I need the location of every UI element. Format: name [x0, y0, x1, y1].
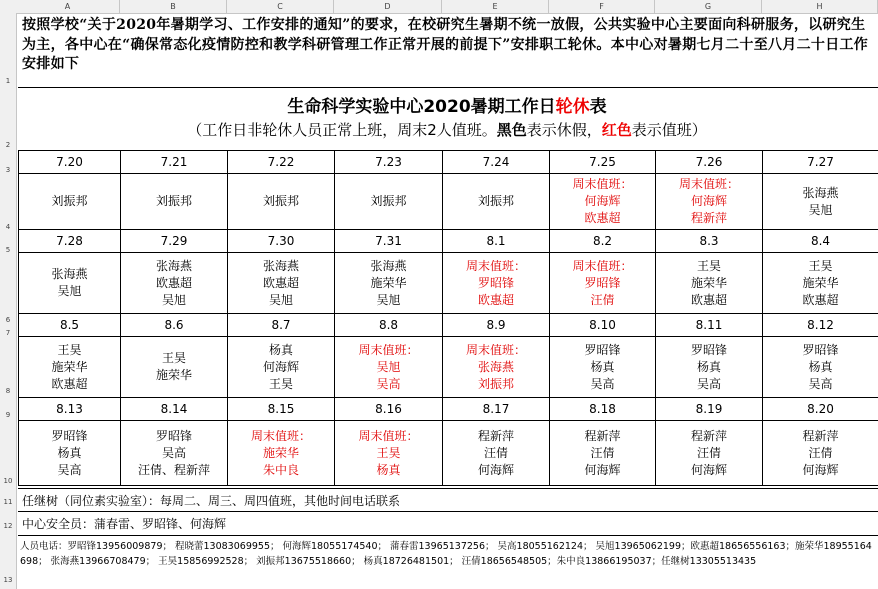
date-cell[interactable]: 8.9	[443, 314, 550, 337]
row-header-2[interactable]: 2	[5, 141, 11, 149]
date-cell[interactable]: 8.7	[228, 314, 335, 337]
staff-cell[interactable]	[121, 174, 228, 230]
row-header-13[interactable]: 13	[3, 576, 13, 584]
row-header-1[interactable]: 1	[5, 77, 11, 85]
staff-name: 刘振邦	[370, 194, 407, 208]
staff-name: 何海辉	[584, 462, 621, 477]
staff-name: 汪倩	[808, 445, 833, 460]
staff-name: 周末值班：	[678, 177, 739, 191]
date-cell[interactable]: 7.28	[19, 230, 121, 253]
staff-name: 汪倩	[483, 445, 508, 460]
staff-name: 施荣华	[262, 445, 299, 460]
column-header-f[interactable]: F	[549, 0, 655, 13]
date-cell[interactable]: 7.23	[335, 151, 443, 174]
date-cell[interactable]: 7.25	[550, 151, 656, 174]
column-header-d[interactable]: D	[334, 0, 442, 13]
intro-text: 按照学校“关于2020年暑期学习、工作安排的通知”的要求，在校研究生暑期不统一放假，公共实验中心主要面向科研服务，以研究生为主，各中心在“确保常态化疫情防控和教学科研管理工作正常开展的前提下”安排职工轮休。本中心对暑期七月二十至八月二十日工作安排如下	[22, 17, 869, 72]
staff-name: 程新萍	[690, 211, 727, 225]
staff-name: 施荣华	[802, 275, 839, 290]
staff-name: 杨真	[590, 359, 615, 374]
date-cell[interactable]: 7.22	[228, 151, 335, 174]
date-cell[interactable]: 8.20	[763, 398, 878, 421]
row-header-11[interactable]: 11	[3, 498, 13, 506]
staff-name: 周末值班：	[358, 342, 419, 357]
staff-cell[interactable]	[550, 337, 656, 398]
staff-cell[interactable]	[121, 253, 228, 314]
staff-name: 汪倩	[696, 445, 721, 460]
column-header-a[interactable]: A	[16, 0, 120, 13]
row-header-8[interactable]: 8	[5, 387, 11, 395]
staff-name: 施荣华	[370, 275, 407, 290]
weekend-duty-cell[interactable]	[550, 174, 656, 230]
staff-name: 汪倩、程新萍	[137, 462, 210, 477]
staff-cell[interactable]	[19, 337, 121, 398]
staff-name: 吴高	[696, 376, 721, 391]
staff-name: 程新萍	[477, 428, 514, 443]
staff-name: 王昊	[268, 376, 293, 391]
staff-name: 罗昭锋	[477, 275, 514, 290]
staff-name: 刘振邦	[155, 194, 192, 208]
date-cell[interactable]: 7.31	[335, 230, 443, 253]
staff-name: 欧惠超	[51, 376, 88, 391]
staff-cell[interactable]	[335, 174, 443, 230]
staff-name: 周末值班：	[358, 428, 419, 443]
date-cell[interactable]: 8.17	[443, 398, 550, 421]
staff-name: 周末值班：	[465, 258, 526, 273]
staff-name: 罗昭锋	[155, 428, 192, 443]
date-cell[interactable]: 8.4	[763, 230, 878, 253]
staff-cell[interactable]	[19, 253, 121, 314]
staff-name: 刘振邦	[51, 194, 88, 208]
date-cell[interactable]: 8.13	[19, 398, 121, 421]
subtitle: （工作日非轮休人员正常上班，周末2人值班。黑色表示休假，红色表示值班）	[187, 121, 707, 139]
row-header-bar	[0, 13, 17, 589]
staff-name: 张海燕	[802, 185, 839, 200]
date-cell[interactable]: 8.12	[763, 314, 878, 337]
staff-name: 张海燕	[51, 267, 88, 281]
weekend-duty-cell[interactable]	[443, 337, 550, 398]
staff-cell[interactable]	[121, 421, 228, 486]
row-header-3[interactable]: 3	[5, 166, 11, 174]
date-cell[interactable]: 8.2	[550, 230, 656, 253]
staff-cell[interactable]	[550, 421, 656, 486]
staff-name: 吴高	[376, 376, 401, 391]
staff-name: 张海燕	[477, 359, 514, 374]
staff-name: 吴旭	[161, 292, 186, 307]
column-header-e[interactable]: E	[442, 0, 549, 13]
staff-name: 何海辉	[584, 194, 621, 208]
staff-name: 何海辉	[690, 194, 727, 208]
staff-cell[interactable]	[121, 337, 228, 398]
staff-name: 刘振邦	[477, 376, 514, 391]
staff-cell[interactable]	[656, 337, 763, 398]
date-cell[interactable]: 7.24	[443, 151, 550, 174]
staff-cell[interactable]	[228, 337, 335, 398]
weekend-duty-cell[interactable]	[335, 421, 443, 486]
staff-name: 杨真	[376, 462, 401, 477]
staff-name: 罗昭锋	[802, 342, 839, 357]
date-cell[interactable]: 7.30	[228, 230, 335, 253]
staff-cell[interactable]	[763, 421, 878, 486]
staff-name: 吴旭	[376, 359, 401, 374]
staff-name: 周末值班：	[572, 177, 633, 191]
date-cell[interactable]: 8.3	[656, 230, 763, 253]
date-cell[interactable]: 7.27	[763, 151, 878, 174]
column-header-c[interactable]: C	[227, 0, 334, 13]
staff-name: 欧惠超	[262, 275, 299, 290]
date-cell[interactable]: 8.6	[121, 314, 228, 337]
staff-name: 施荣华	[690, 275, 727, 290]
date-cell[interactable]: 8.16	[335, 398, 443, 421]
staff-name: 欧惠超	[155, 275, 192, 290]
weekend-duty-cell[interactable]	[335, 337, 443, 398]
staff-name: 程新萍	[584, 428, 621, 443]
staff-name: 何海辉	[477, 462, 514, 477]
column-header-g[interactable]: G	[655, 0, 762, 13]
staff-cell[interactable]	[228, 174, 335, 230]
date-cell[interactable]: 7.26	[656, 151, 763, 174]
divider	[18, 87, 878, 88]
contact-list: 人员电话：罗昭锋13956009879； 程晓蕾13083069955； 何海辉18055174540； 蒲春雷13965137256； 吴高18055162124； 吴旭13965062199；欧惠超18656556163；施荣华18955164698； 张海燕13966708479； 王昊15856992528； 刘振邦13675518660； 杨真18726481501； 汪倩18656548505；朱中良13866195037；任继树13305513435	[20, 541, 872, 567]
staff-cell[interactable]	[19, 421, 121, 486]
staff-name: 周末值班：	[465, 342, 526, 357]
staff-cell[interactable]	[763, 253, 878, 314]
staff-name: 汪倩	[590, 292, 615, 307]
staff-cell[interactable]	[335, 253, 443, 314]
staff-name: 刘振邦	[262, 194, 299, 208]
staff-name: 王昊	[696, 258, 721, 273]
staff-name: 周末值班：	[572, 258, 633, 273]
staff-name: 吴旭	[57, 284, 82, 298]
row-header-7[interactable]: 7	[5, 329, 11, 337]
staff-name: 罗昭锋	[51, 428, 88, 443]
row-header-10[interactable]: 10	[3, 477, 13, 485]
date-cell[interactable]: 8.18	[550, 398, 656, 421]
staff-cell[interactable]	[19, 174, 121, 230]
staff-name: 何海辉	[262, 359, 299, 374]
date-cell[interactable]: 8.8	[335, 314, 443, 337]
note-ren-jishu: 任继树（同位素实验室）：每周二、周三、周四值班，其他时间电话联系	[22, 494, 401, 508]
divider	[18, 535, 878, 536]
date-cell[interactable]: 8.10	[550, 314, 656, 337]
column-header-bar	[0, 0, 878, 14]
staff-name: 杨真	[808, 359, 833, 374]
staff-name: 杨真	[57, 445, 82, 460]
divider	[18, 511, 878, 512]
staff-name: 杨真	[268, 342, 293, 357]
staff-name: 吴旭	[808, 202, 833, 217]
date-cell[interactable]: 8.1	[443, 230, 550, 253]
staff-name: 罗昭锋	[690, 342, 727, 357]
staff-name: 杨真	[696, 359, 721, 374]
row-header-4[interactable]: 4	[5, 223, 11, 231]
staff-name: 施荣华	[51, 359, 88, 374]
staff-cell[interactable]	[763, 337, 878, 398]
staff-name: 何海辉	[802, 462, 839, 477]
staff-name: 罗昭锋	[584, 275, 621, 290]
staff-cell[interactable]	[656, 421, 763, 486]
staff-cell[interactable]	[656, 253, 763, 314]
date-cell[interactable]: 7.20	[19, 151, 121, 174]
staff-name: 张海燕	[155, 258, 192, 273]
note-safety-officers: 中心安全员：蒲春雷、罗昭锋、何海辉	[22, 517, 227, 531]
page-title: 生命科学实验中心2020暑期工作日轮休表	[287, 97, 607, 117]
date-cell[interactable]: 8.15	[228, 398, 335, 421]
weekend-duty-cell[interactable]	[443, 253, 550, 314]
weekend-duty-cell[interactable]	[550, 253, 656, 314]
staff-name: 吴高	[590, 376, 615, 391]
staff-cell[interactable]	[763, 174, 878, 230]
column-header-h[interactable]: H	[762, 0, 878, 13]
staff-name: 吴旭	[376, 292, 401, 307]
date-cell[interactable]: 7.29	[121, 230, 228, 253]
staff-name: 程新萍	[690, 428, 727, 443]
staff-name: 张海燕	[262, 258, 299, 273]
staff-name: 吴高	[808, 376, 833, 391]
staff-name: 王昊	[161, 351, 186, 365]
date-cell[interactable]: 8.19	[656, 398, 763, 421]
staff-name: 汪倩	[590, 445, 615, 460]
date-cell[interactable]: 8.11	[656, 314, 763, 337]
staff-name: 欧惠超	[477, 292, 514, 307]
staff-name: 王昊	[376, 445, 401, 460]
staff-name: 王昊	[57, 342, 82, 357]
weekend-duty-cell[interactable]	[656, 174, 763, 230]
staff-name: 欧惠超	[584, 211, 621, 225]
row-header-9[interactable]: 9	[5, 411, 11, 419]
staff-name: 张海燕	[370, 258, 407, 273]
staff-name: 罗昭锋	[584, 342, 621, 357]
staff-name: 吴高	[161, 445, 186, 460]
date-cell[interactable]: 8.14	[121, 398, 228, 421]
staff-name: 欧惠超	[802, 292, 839, 307]
staff-name: 欧惠超	[690, 292, 727, 307]
staff-name: 吴旭	[268, 292, 293, 307]
staff-cell[interactable]	[228, 253, 335, 314]
column-header-b[interactable]: B	[120, 0, 227, 13]
staff-name: 何海辉	[690, 462, 727, 477]
schedule-table	[18, 150, 878, 486]
date-cell[interactable]: 7.21	[121, 151, 228, 174]
staff-name: 朱中良	[262, 462, 299, 477]
staff-cell[interactable]	[443, 421, 550, 486]
divider	[18, 488, 878, 489]
date-cell[interactable]: 8.5	[19, 314, 121, 337]
weekend-duty-cell[interactable]	[228, 421, 335, 486]
staff-name: 刘振邦	[477, 194, 514, 208]
staff-name: 吴高	[57, 462, 82, 477]
row-header-12[interactable]: 12	[3, 522, 13, 530]
row-header-5[interactable]: 5	[5, 246, 11, 254]
staff-name: 王昊	[808, 258, 833, 273]
row-header-6[interactable]: 6	[5, 316, 11, 324]
staff-name: 程新萍	[802, 428, 839, 443]
staff-cell[interactable]	[443, 174, 550, 230]
staff-name: 施荣华	[155, 368, 192, 382]
staff-name: 周末值班：	[250, 428, 311, 443]
